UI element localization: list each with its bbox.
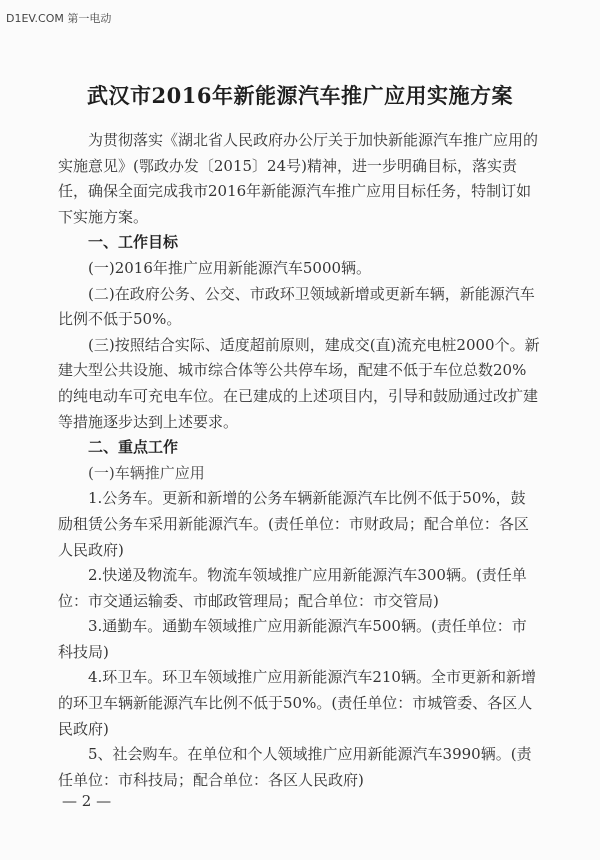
goal-item-2: (二)在政府公务、公交、市政环卫领域新增或更新车辆，新能源汽车比例不低于50%。 bbox=[58, 284, 535, 329]
subsection-heading-vehicles: (一)车辆推广应用 bbox=[88, 463, 205, 482]
intro-paragraph: 为贯彻落实《湖北省人民政府办公厅关于加快新能源汽车推广应用的实施意见》(鄂政办发〔2015〕24号)精神，进一步明确目标，落实责任，确保全面完成我市2016年新能源汽车推广应用目标任务，特制订如下实施方案。 bbox=[58, 131, 539, 226]
page-number: — 2 — bbox=[62, 792, 112, 810]
section-heading-goals: 一、工作目标 bbox=[88, 233, 179, 252]
site-watermark: D1EV.COM 第一电动 bbox=[6, 12, 112, 25]
vehicle-item-private: 5、社会购车。在单位和个人领域推广应用新能源汽车3990辆。(责任单位：市科技局；配合单位：各区人民政府) bbox=[58, 745, 532, 789]
document-body bbox=[58, 128, 540, 793]
section-heading-key-work: 二、重点工作 bbox=[88, 438, 179, 457]
vehicle-item-logistics: 2.快递及物流车。物流车领域推广应用新能源汽车300辆。(责任单位：市交通运输委、市邮政管理局；配合单位：市交管局) bbox=[58, 566, 527, 610]
vehicle-item-commuter: 3.通勤车。通勤车领域推广应用新能源汽车500辆。(责任单位：市科技局) bbox=[58, 617, 527, 661]
document-title: 武汉市2016年新能源汽车推广应用实施方案 bbox=[87, 83, 513, 108]
vehicle-item-sanitation: 4.环卫车。环卫车领域推广应用新能源汽车210辆。全市更新和新增的环卫车辆新能源汽车比例不低于50%。(责任单位：市城管委、各区人民政府) bbox=[58, 668, 536, 738]
vehicle-item-official: 1.公务车。更新和新增的公务车辆新能源汽车比例不低于50%，鼓励租赁公务车采用新能源汽车。(责任单位：市财政局；配合单位：各区人民政府) bbox=[58, 489, 529, 559]
goal-item-1: (一)2016年推广应用新能源汽车5000辆。 bbox=[88, 258, 372, 277]
goal-item-3: (三)按照结合实际、适度超前原则，建成交(直)流充电桩2000个。新建大型公共设施、城市综合体等公共停车场，配建不低于车位总数20%的纯电动车可充电车位。在已建成的上述项目内，引导和鼓励通过改扩建等措施逐步达到上述要求。 bbox=[58, 335, 540, 431]
